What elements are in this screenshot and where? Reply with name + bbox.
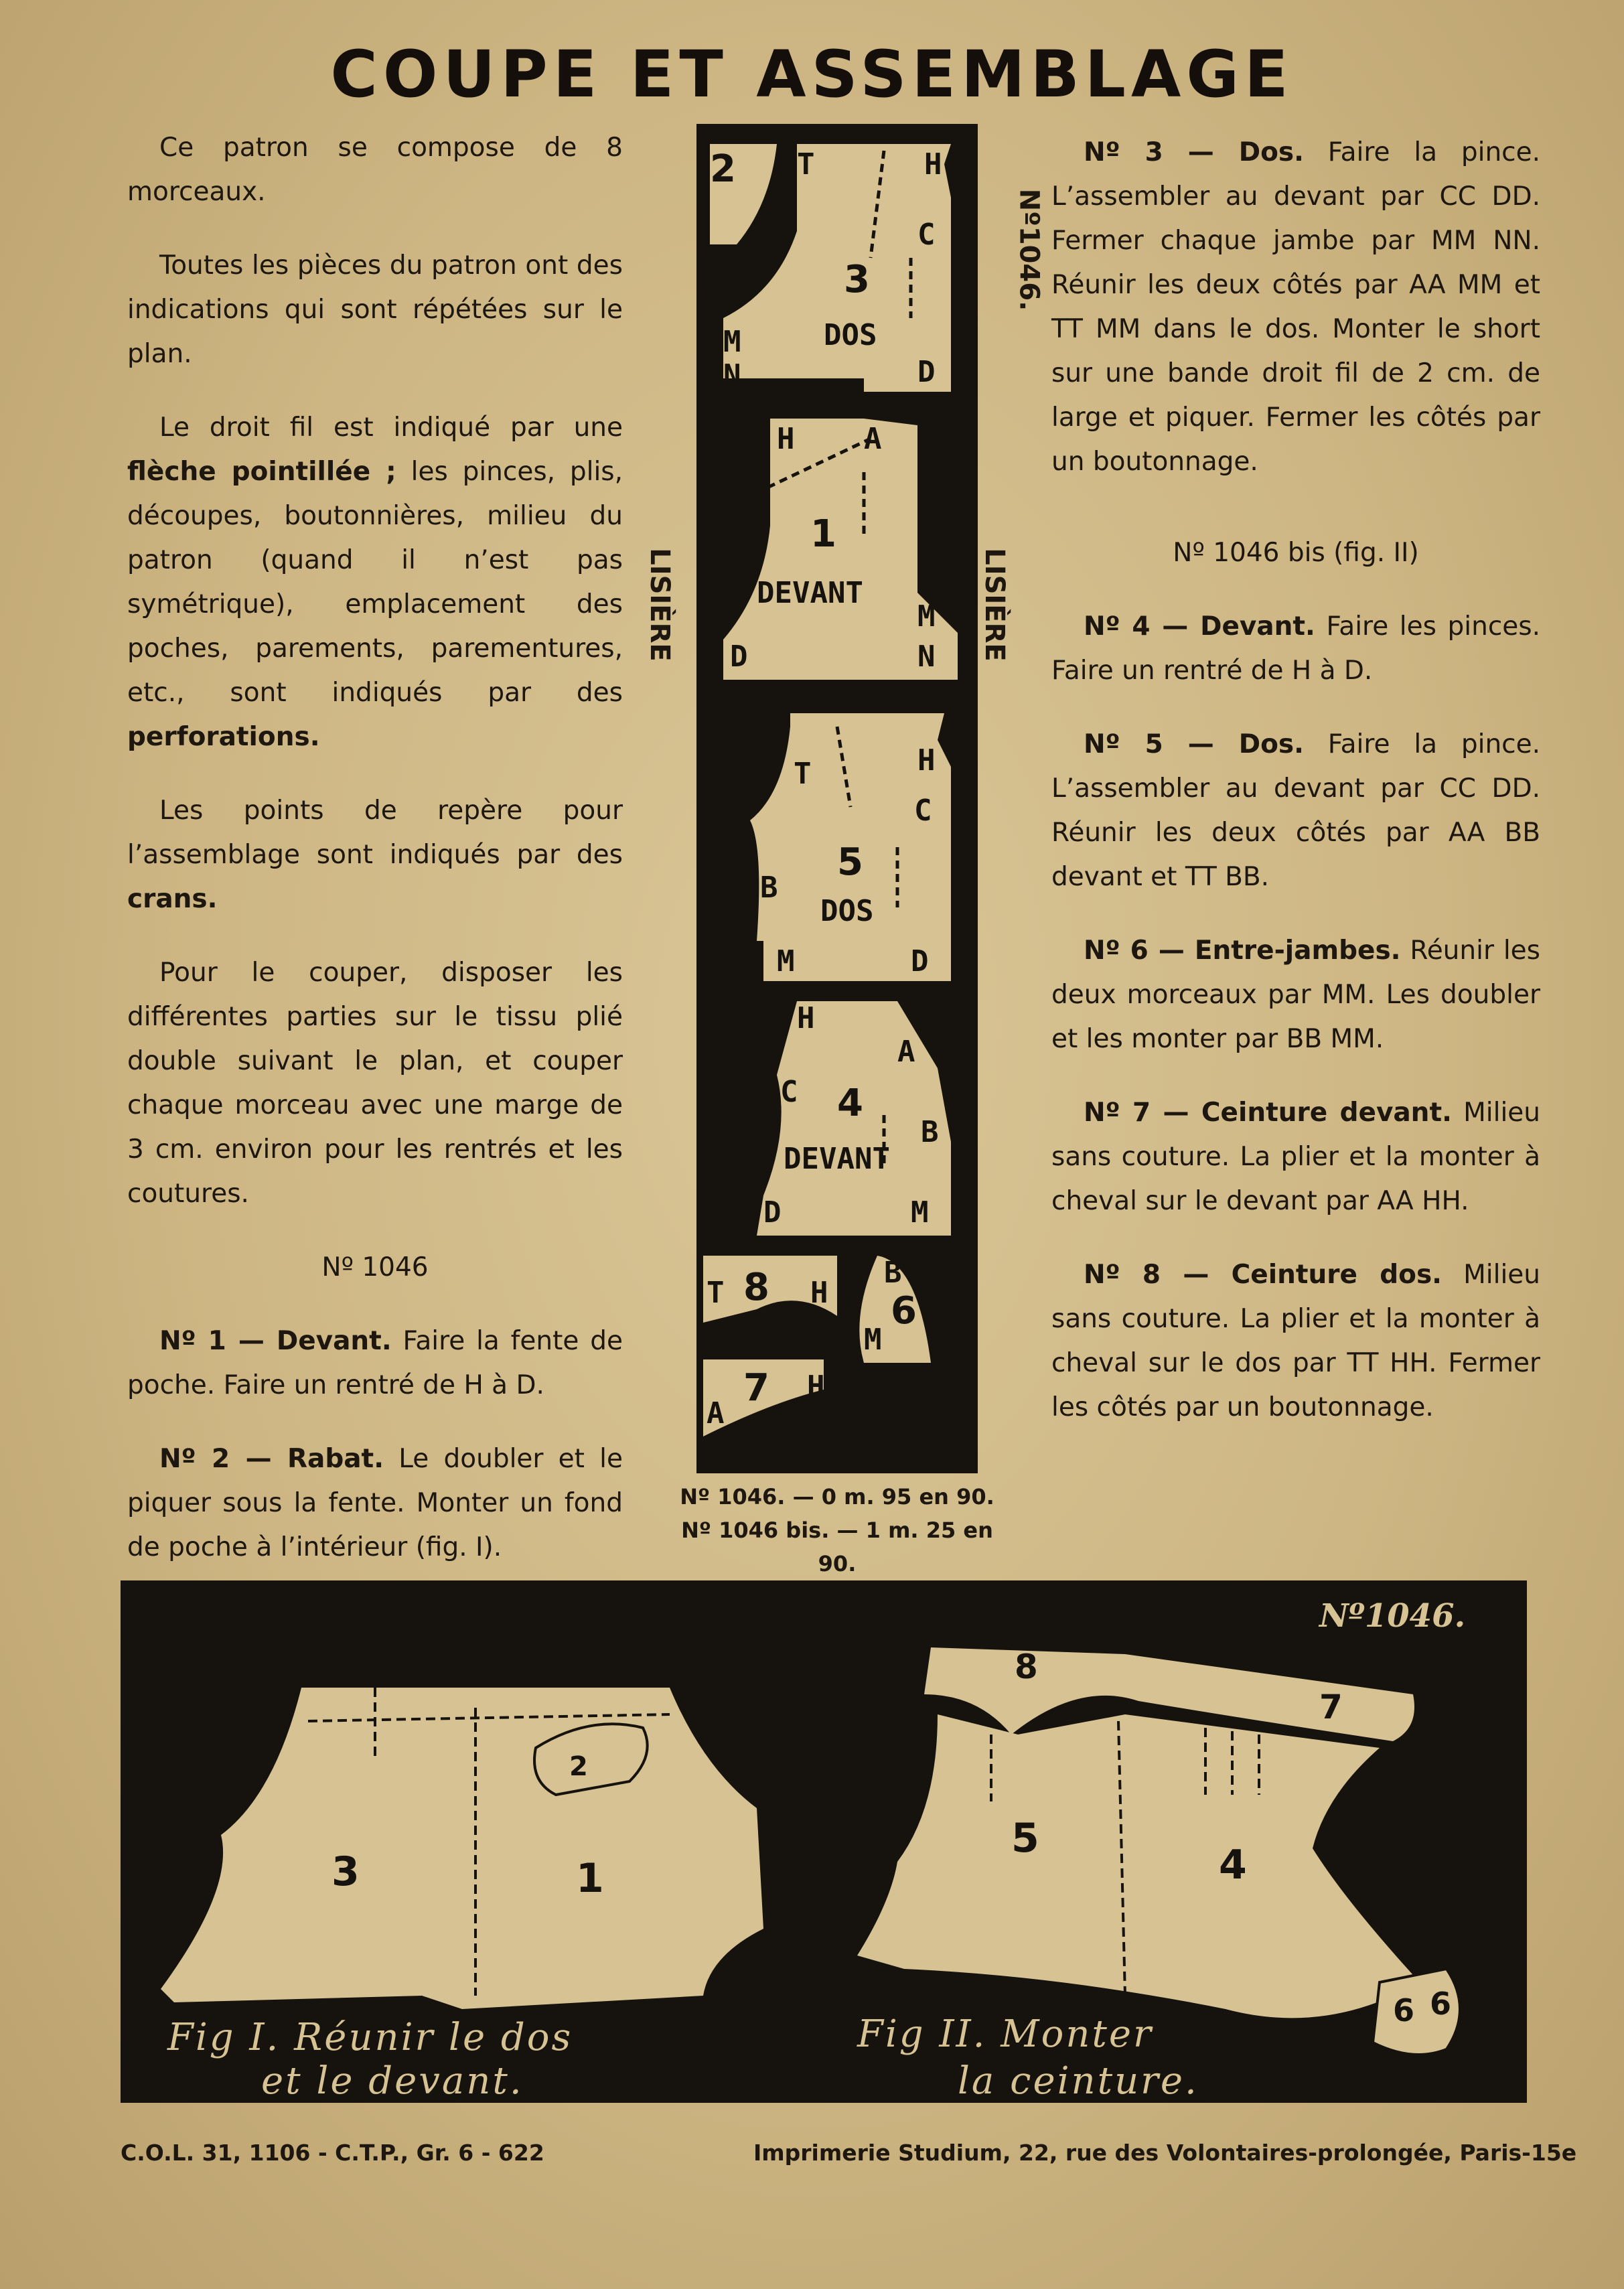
fig2-piece-6b: 6 <box>1430 1986 1452 2022</box>
step-1 <box>127 1319 623 1408</box>
fig2-piece-4: 4 <box>1219 1842 1247 1889</box>
piece-4-number: 4 <box>837 1082 863 1125</box>
label-H-8: H <box>810 1276 828 1310</box>
right-instructions <box>1051 131 1540 1459</box>
piece-3-name: DOS <box>824 318 877 352</box>
figure-model-code: Nº1046. <box>1319 1597 1466 1635</box>
step-2 <box>127 1437 623 1570</box>
fabric-requirement-1: Nº 1046. — 0 m. 95 en 90. <box>680 1484 994 1509</box>
footer-printer-code: C.O.L. 31, 1106 - C.T.P., Gr. 6 - 622 <box>121 2140 544 2166</box>
step-1-title: Nº 1 — Devant. <box>159 1326 392 1356</box>
step-6-title: Nº 6 — Entre-jambes. <box>1084 936 1401 966</box>
piece-1-number: 1 <box>810 512 836 556</box>
assembly-figures <box>121 1580 1527 2103</box>
label-H-5: H <box>917 743 936 778</box>
selvedge-right-label: LISIÈRE <box>978 548 1010 662</box>
label-T-5: T <box>794 757 812 791</box>
label-B-5: B <box>760 871 778 905</box>
piece-3-number: 3 <box>844 258 870 301</box>
label-H-7: H <box>807 1370 825 1404</box>
label-B-4: B <box>921 1115 939 1149</box>
step-6-text: Réunir les deux morceaux par MM. Les doubler et les monter par BB MM. <box>1051 936 1540 1054</box>
step-5-text: Faire la pince. L’assembler au devant par CC DD. Réunir les deux côtés par AA BB devant et TT BB. <box>1051 729 1540 892</box>
label-A-1: A <box>864 422 882 456</box>
fig1-piece-1: 1 <box>576 1855 604 1902</box>
label-T-3: T <box>797 147 815 181</box>
step-2-title: Nº 2 — Rabat. <box>159 1444 384 1474</box>
fig2-caption-line1: Fig II. Monter <box>857 2012 1153 2056</box>
fig1-caption-line1: Fig I. Réunir le dos <box>167 2016 573 2059</box>
step-4-title: Nº 4 — Devant. <box>1084 611 1315 642</box>
label-N-3: N <box>723 358 741 392</box>
step-4 <box>1051 605 1540 693</box>
step-3-text: Faire la pince. L’assembler au devant par CC DD. Fermer chaque jambe par MM NN. Réunir les deux côtés par AA MM et TT MM dans le dos. Monter le short sur une bande droit fil de 2 cm. de large et piquer. Fermer les côtés par un boutonnage. <box>1051 137 1540 477</box>
step-3 <box>1051 131 1540 484</box>
step-4-text: Faire les pinces. Faire un rentré de H à D. <box>1051 611 1540 686</box>
grain-text-d: perforations. <box>127 722 320 752</box>
fig2-shorts-shape <box>857 1714 1420 2018</box>
label-C-3: C <box>917 218 936 252</box>
step-7-title: Nº 7 — Ceinture devant. <box>1084 1098 1452 1128</box>
step-8-text: Milieu sans couture. La plier et la monter à cheval sur le dos par TT HH. Fermer les côtés par un boutonnage. <box>1051 1260 1540 1422</box>
label-M-5: M <box>777 944 795 978</box>
model-bis-number: Nº 1046 bis (fig. II) <box>1173 538 1419 568</box>
label-C-4: C <box>780 1075 798 1109</box>
piece-5-name: DOS <box>820 894 874 928</box>
fig1-piece-3: 3 <box>331 1848 360 1895</box>
label-H-1: H <box>777 422 795 456</box>
fig2-piece-8: 8 <box>1015 1647 1038 1686</box>
label-A-4: A <box>897 1035 915 1069</box>
label-D-5: D <box>911 944 929 978</box>
label-C-5: C <box>914 794 932 828</box>
step-1-text: Faire la fente de poche. Faire un rentré de H à D. <box>127 1326 623 1400</box>
piece-6-number: 6 <box>891 1289 917 1333</box>
piece-4-name: DEVANT <box>784 1142 890 1176</box>
step-6 <box>1051 929 1540 1061</box>
grain-paragraph <box>127 406 623 759</box>
label-M-4: M <box>911 1195 929 1230</box>
label-A-7: A <box>707 1396 725 1430</box>
label-H-3: H <box>924 147 942 181</box>
page-title: COUPE ET ASSEMBLAGE <box>330 37 1294 112</box>
grain-text-a: Le droit fil est indiqué par une <box>159 413 623 443</box>
label-M-6: M <box>864 1323 882 1357</box>
notches-paragraph <box>127 789 623 921</box>
cutting-plan <box>696 124 978 1473</box>
step-5 <box>1051 723 1540 899</box>
step-8-title: Nº 8 — Ceinture dos. <box>1084 1260 1442 1290</box>
footer-printer-address: Imprimerie Studium, 22, rue des Volontaires-prolongée, Paris-15e <box>753 2140 1577 2166</box>
label-M-3: M <box>723 325 741 359</box>
label-B-6: B <box>884 1256 902 1290</box>
notches-text-b: crans. <box>127 884 218 914</box>
fig1-caption-line2: et le devant. <box>261 2059 524 2103</box>
label-T-8: T <box>707 1276 725 1310</box>
piece-1-name: DEVANT <box>757 576 863 610</box>
label-H-4: H <box>797 1001 815 1035</box>
label-C-1: C <box>743 499 761 533</box>
plan-code-vertical: Nº1046. <box>1013 188 1045 311</box>
step-8 <box>1051 1253 1540 1430</box>
fig2-piece-5: 5 <box>1011 1815 1039 1862</box>
fig1-shorts-shape <box>161 1688 763 2009</box>
label-D-4: D <box>763 1195 782 1230</box>
piece-7-number: 7 <box>743 1366 769 1410</box>
piece-5-number: 5 <box>837 840 863 884</box>
fabric-requirement-2: Nº 1046 bis. — 1 m. 25 en 90. <box>681 1518 993 1576</box>
left-instructions <box>127 126 623 1599</box>
step-2-text: Le doubler et le piquer sous la fente. Monter un fond de poche à l’intérieur (fig. I). <box>127 1444 623 1562</box>
piece-2-number: 2 <box>710 147 736 191</box>
fig1-piece-2: 2 <box>569 1751 588 1782</box>
indications-paragraph: Toutes les pièces du patron ont des indications qui sont répétées sur le plan. <box>127 250 623 369</box>
notches-text-a: Les points de repère pour l’assemblage sont indiqués par des <box>127 796 623 870</box>
label-D-3: D <box>917 355 936 389</box>
step-7-text: Milieu sans couture. La plier et la monter à cheval sur le devant par AA HH. <box>1051 1098 1540 1216</box>
label-M-1: M <box>917 599 936 634</box>
fig2-caption-line2: la ceinture. <box>958 2059 1199 2103</box>
label-N-1: N <box>917 640 936 674</box>
fig2-piece-6a: 6 <box>1393 1992 1415 2028</box>
cutting-paragraph: Pour le couper, disposer les différentes parties sur le tissu plié double suivant le plan, et couper chaque morceau avec une marge de 3 cm. environ pour les rentrés et les coutures. <box>127 958 623 1209</box>
step-7 <box>1051 1091 1540 1224</box>
piece-8-number: 8 <box>743 1266 769 1309</box>
model-number: Nº 1046 <box>321 1252 429 1282</box>
step-5-title: Nº 5 — Dos. <box>1084 729 1304 759</box>
fig2-piece-7: 7 <box>1319 1688 1343 1726</box>
label-D-1: D <box>730 640 748 674</box>
selvedge-left-label: LISIÈRE <box>644 548 675 662</box>
grain-text-c: les pinces, plis, découpes, boutonnières, milieu du patron (quand il n’est pas symétrique), emplacement des poches, parements, parementures, etc., sont indiqués par des <box>127 457 623 708</box>
grain-text-b: flèche pointillée ; <box>127 457 396 487</box>
step-3-title: Nº 3 — Dos. <box>1084 137 1304 167</box>
intro-paragraph: Ce patron se compose de 8 morceaux. <box>127 133 623 207</box>
